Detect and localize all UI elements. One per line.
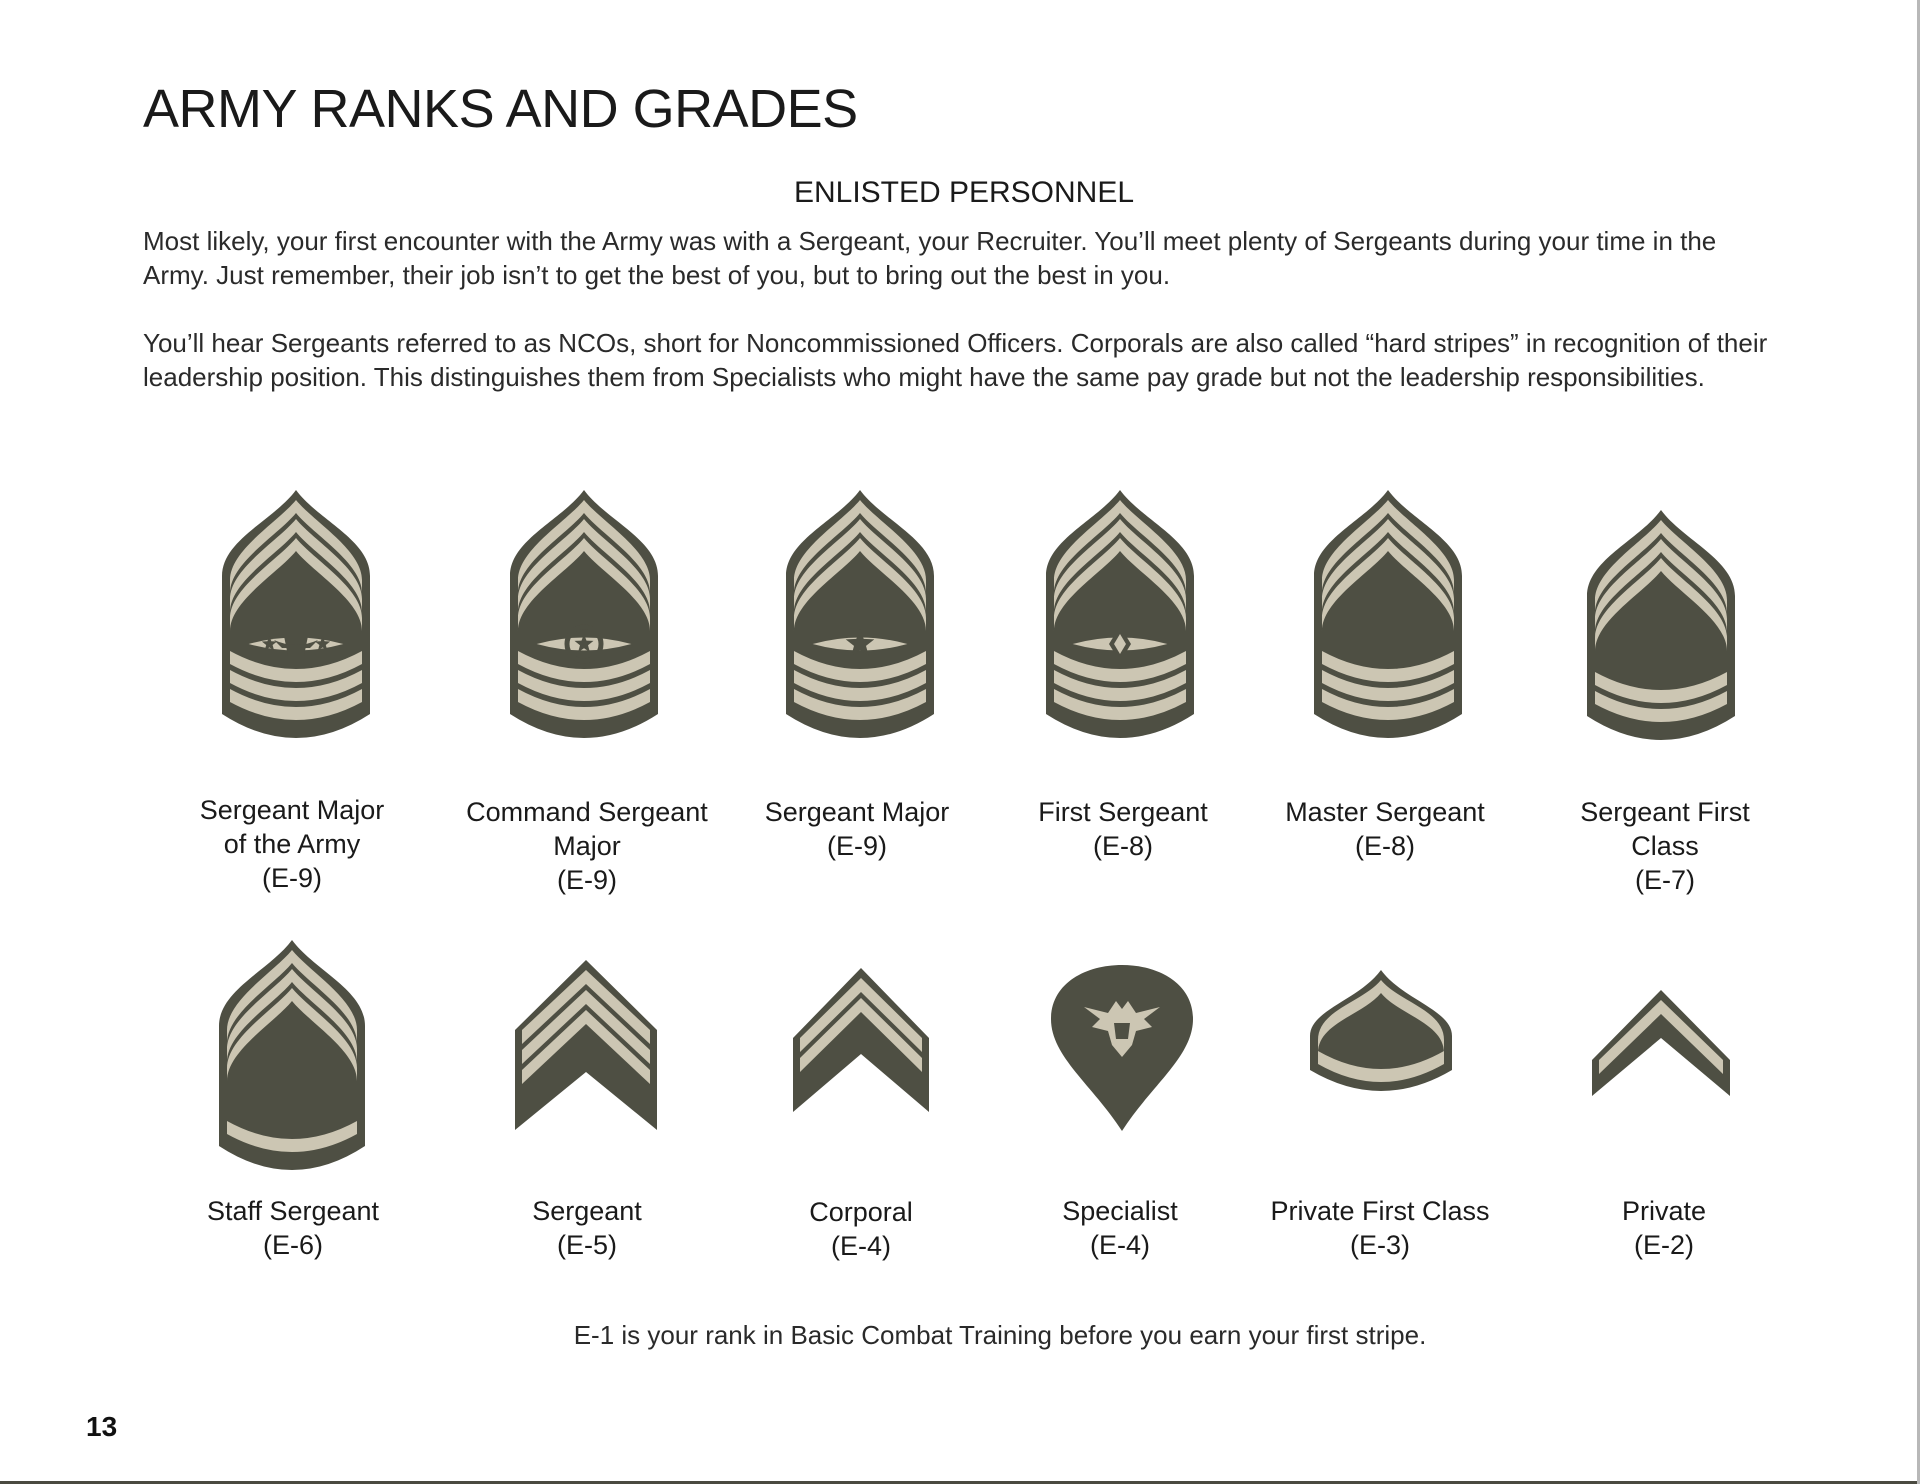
sergeant-icon [515, 958, 657, 1139]
rank-label: Sergeant First Class (E-7) [1580, 797, 1750, 895]
page-number: 13 [86, 1411, 118, 1442]
rank-item [437, 795, 737, 897]
rank-item [1230, 1194, 1530, 1262]
private-icon [1592, 988, 1730, 1105]
sergeant-first-class-icon [1587, 508, 1735, 763]
sergeant-major-of-the-army-icon [222, 488, 370, 761]
rank-item [143, 1194, 443, 1262]
corporal-icon [793, 966, 929, 1121]
rank-item [973, 795, 1273, 863]
footnote: E-1 is your rank in Basic Combat Training before you earn your first stripe. [573, 1320, 1427, 1350]
section-title: ENLISTED PERSONNEL [793, 176, 1135, 209]
rank-label: Private (E-2) [1621, 1196, 1707, 1260]
nco-paragraph: You’ll hear Sergeants referred to as NCOs, short for Noncommissioned Officers. Corporals are also called “hard stripes” in recognition of their leadership position. This distinguishes them from Specialists who might have the same pay grade but not the leadership responsibilities. [143, 328, 1768, 392]
rank-label: Sergeant Major of the Army (E-9) [199, 795, 385, 893]
rank-item [711, 1195, 1011, 1263]
first-sergeant-icon [1046, 488, 1194, 761]
rank-item [1514, 1194, 1814, 1262]
rank-label: Specialist (E-4) [1062, 1196, 1178, 1260]
rank-item [437, 1194, 737, 1262]
rank-label: Master Sergeant (E-8) [1285, 797, 1485, 861]
rank-item [142, 793, 442, 895]
rank-item [1235, 795, 1535, 863]
rank-item [1515, 795, 1815, 897]
rank-item [707, 795, 1007, 863]
rank-label: Sergeant Major (E-9) [764, 797, 950, 861]
rank-label: Private First Class (E-3) [1270, 1196, 1490, 1260]
private-first-class-icon [1310, 968, 1452, 1113]
rank-label: Sergeant (E-5) [532, 1196, 642, 1260]
staff-sergeant-icon [219, 938, 365, 1193]
page-title: ARMY RANKS AND GRADES [143, 79, 858, 139]
rank-item [970, 1194, 1270, 1262]
rank-label: Corporal (E-4) [809, 1197, 913, 1261]
specialist-icon [1049, 963, 1195, 1138]
command-sergeant-major-icon [510, 488, 658, 761]
rank-label: Command Sergeant Major (E-9) [466, 797, 708, 895]
sergeant-major-icon [786, 488, 934, 761]
master-sergeant-icon [1314, 488, 1462, 761]
rank-label: Staff Sergeant (E-6) [206, 1196, 380, 1260]
intro-paragraph: Most likely, your first encounter with the Army was with a Sergeant, your Recruiter. You’ll meet plenty of Sergeants during your time in the Army. Just remember, their job isn’t to get the best of you, but to bring out the best in you. [143, 226, 1717, 290]
rank-label: First Sergeant (E-8) [1038, 797, 1208, 861]
